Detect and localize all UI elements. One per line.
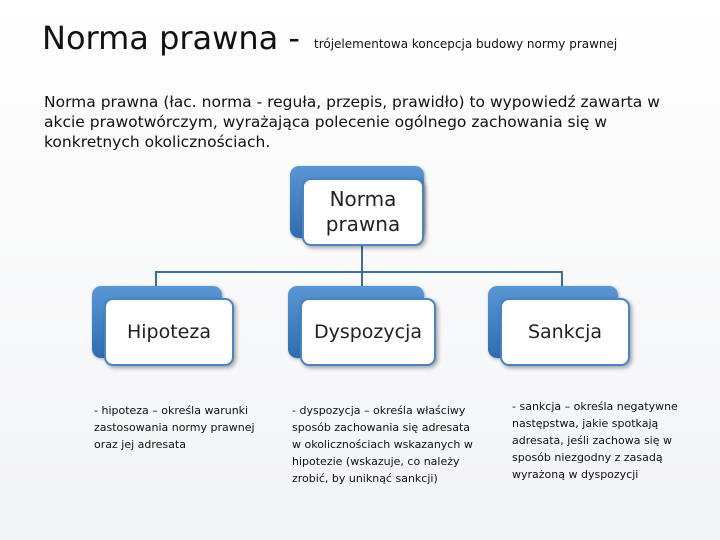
node-sankcja-box [500,298,630,366]
node-dyspozycja-box [300,298,436,366]
node-hipoteza [92,286,238,370]
node-hipoteza-label: Hipoteza [126,321,211,343]
root-node-label: Norma prawna [325,187,401,236]
node-dyspozycja [288,286,440,370]
slide-subtitle: trójelementowa koncepcja budowy normy prawnej [314,37,618,51]
root-node-box [302,178,424,246]
desc-dyspozycja: - dyspozycja – określa właściwy sposób zachowania się adresata w okolicznościach wskazanych w hipotezie (wskazuje, co należy zrobić, by uniknąć sankcji) [292,404,473,485]
slide-title: Norma prawna - [42,19,300,57]
desc-hipoteza: - hipoteza – określa warunki zastosowania normy prawnej oraz jej adresata [94,404,255,451]
definition-text: Norma prawna (łac. norma - reguła, przepis, prawidło) to wypowiedź zawarta w akcie prawotwórczym, wyrażająca polecenie ogólnego zachowania się w konkretnych okolicznościach. [44,93,660,151]
node-sankcja-label: Sankcja [527,321,603,343]
desc-sankcja: - sankcja – określa negatywne następstwa, jakie spotkają adresata, jeśli zachowa się w sposób niezgodny z zasadą wyrażoną w dyspozycji [512,400,678,481]
root-node [290,166,436,250]
node-dyspozycja-label: Dyspozycja [313,321,423,343]
node-sankcja [488,286,634,370]
node-hipoteza-box [104,298,234,366]
